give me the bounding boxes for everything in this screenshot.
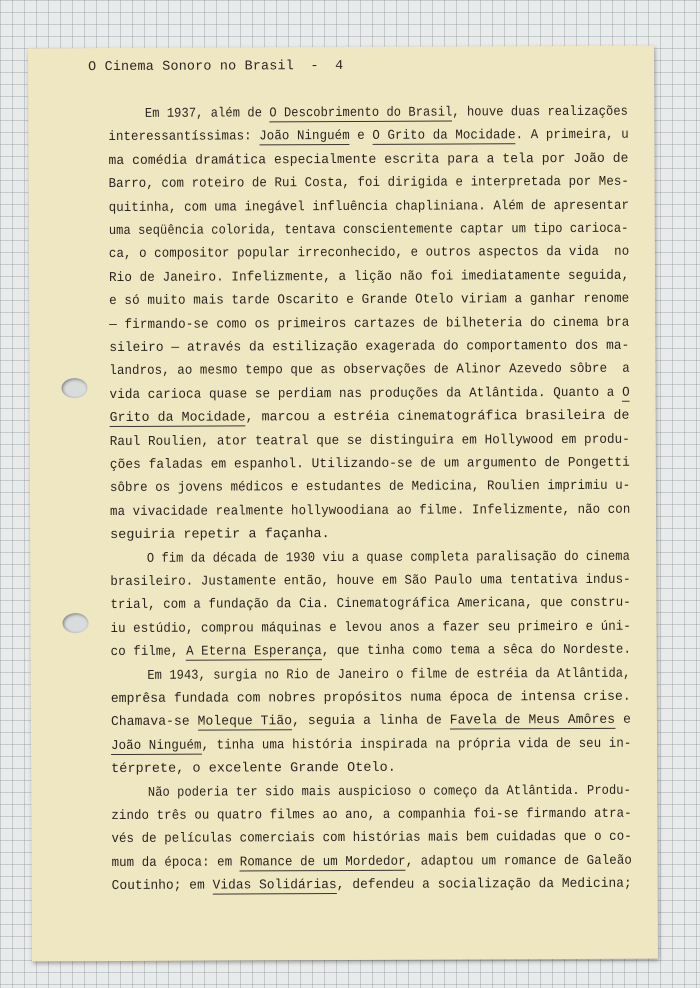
text-line <box>111 734 631 758</box>
text-segment: interessantíssimas: <box>108 129 260 146</box>
text-line <box>110 500 630 524</box>
text-segment: , tinha uma história inspirada na própria vida de seu in- <box>201 736 632 754</box>
text-line <box>111 758 396 781</box>
text-line <box>111 640 631 664</box>
text-line <box>108 102 628 126</box>
text-segment: Raul Roulien, ator teatral que se distinguira em Hollywood em produ- <box>109 432 630 450</box>
underlined-title: O Grito da Mocidade <box>372 128 516 145</box>
text-segment: , houve duas realizações <box>452 104 629 121</box>
text-segment: Chamava-se <box>110 715 198 731</box>
text-segment: O fim da década de 1930 viu a quase completa paralisação do cinema <box>110 549 630 567</box>
text-line <box>109 219 629 243</box>
text-segment: Em 1937, além de <box>108 106 270 123</box>
punch-hole <box>61 378 87 398</box>
text-line <box>111 827 631 851</box>
page-header: O Cinema Sonoro no Brasil - 4 <box>88 58 344 76</box>
text-line <box>110 453 630 477</box>
text-segment: iu estúdio, comprou máquinas e levou anos a fazer seu primeiro e úni- <box>110 619 631 637</box>
text-line <box>109 289 629 313</box>
text-segment: uma seqüência colorida, tentava conscientemente captar um tipo carioca- <box>108 221 629 240</box>
text-line <box>110 406 630 430</box>
text-line <box>109 336 629 360</box>
underlined-title: Vidas Solidárias <box>212 878 337 894</box>
text-segment: Em 1943, surgia no Rio de Janeiro o filme de estréia da Atlântida, <box>110 666 631 684</box>
text-segment: ma vivacidade realmente hollywoodiana ao filme. Infelizmente, não con <box>110 502 631 520</box>
text-segment: ca, o compositor popular irreconhecido, e outros aspectos da vida no <box>108 245 630 263</box>
text-line <box>110 476 630 500</box>
text-line <box>111 687 631 711</box>
text-line <box>109 242 629 266</box>
text-line <box>111 710 631 734</box>
text-line <box>112 874 632 898</box>
text-line <box>111 780 631 804</box>
text-segment: e <box>349 129 373 145</box>
underlined-title: Romance de um Mordedor <box>239 854 406 871</box>
text-segment: zindo três ou quatro filmes ao ano, a companhia foi-se firmando atra- <box>111 806 632 825</box>
text-segment: sôbre os jovens médicos e estudantes de Medicina, Roulien imprimiu u- <box>109 479 631 497</box>
text-line <box>112 851 632 875</box>
underlined-title: Favela de Meus Amôres <box>449 713 616 729</box>
text-segment: seguiria repetir a façanha. <box>110 527 330 544</box>
text-line <box>111 804 631 828</box>
underlined-title: João Ninguém <box>111 738 202 754</box>
text-segment: — firmando-se como os primeiros cartazes de bilheteria do cinema bra <box>109 315 630 333</box>
text-segment: ções faladas em espanhol. Utilizando-se de um argumento de Pongetti <box>109 455 630 474</box>
text-line <box>109 383 629 407</box>
text-segment: Coutinho; em <box>111 878 213 895</box>
text-segment: ma comédia dramática especialmente escrita para a tela por João de <box>108 151 629 169</box>
text-segment: landros, ao mesmo tempo que as observações de Alinor Azevedo sôbre a <box>109 362 630 380</box>
text-segment: e <box>615 713 631 729</box>
text-segment: e só muito mais tarde Oscarito e Grande Otelo viriam a ganhar renome <box>109 291 630 310</box>
text-segment: , defendeu a socialização da Medicina; <box>336 876 632 894</box>
text-line <box>110 546 630 570</box>
text-segment: quitinha, com uma inegável influência chapliniana. Além de apresentar <box>108 198 630 216</box>
text-segment: vida carioca quase se perdiam nas produções da Atlântida. Quanto a <box>109 385 623 403</box>
text-line <box>110 570 630 594</box>
text-segment: térprete, o excelente Grande Otelo. <box>111 760 396 778</box>
text-segment: vés de películas comerciais com histórias mais bem cuidadas que o co- <box>111 830 632 848</box>
text-segment: , adaptou um romance de Galeão <box>405 853 632 870</box>
text-segment: . A primeira, u <box>515 128 629 144</box>
underlined-title: A Eterna Esperança <box>186 644 322 660</box>
text-segment: Não poderia ter sido mais auspicioso o começo da Atlântida. Produ- <box>111 783 631 801</box>
text-line <box>108 149 628 173</box>
text-segment: co filme, <box>110 644 187 661</box>
underlined-title: O <box>622 385 630 401</box>
text-line <box>109 312 629 336</box>
text-line <box>110 429 630 453</box>
underlined-title: Moleque Tião <box>197 714 293 731</box>
text-segment: brasileiro. Justamente então, houve em São Paulo uma tentativa indus- <box>110 572 631 591</box>
text-line <box>110 593 630 617</box>
text-segment: sileiro — através da estilização exagerada do comportamento dos ma- <box>109 338 630 357</box>
text-segment: mum da época: em <box>111 855 240 871</box>
text-line <box>109 172 629 196</box>
punch-hole <box>62 613 88 633</box>
text-line <box>111 663 631 687</box>
text-segment: trial, com a fundação da Cia. Cinematográfica Americana, que constru- <box>110 596 631 614</box>
text-segment: , seguia a linha de <box>292 713 450 730</box>
text-segment: , marcou a estréia cinematográfica brasileira de <box>245 408 630 426</box>
underlined-title: O Descobrimento do Brasil <box>269 105 453 122</box>
text-line <box>111 617 631 641</box>
text-line <box>108 125 628 149</box>
text-segment: , que tinha como tema a sêca do Nordeste. <box>321 642 632 660</box>
text-segment: Rio de Janeiro. Infelizmente, a lição não foi imediatamente seguida, <box>108 268 630 286</box>
underlined-title: João Ninguém <box>259 129 350 145</box>
text-line <box>109 266 629 290</box>
text-line <box>109 195 629 219</box>
text-line <box>109 359 629 383</box>
text-segment: emprêsa fundada com nobres propósitos numa época de intensa crise. <box>110 689 631 708</box>
text-line <box>110 524 330 547</box>
typewritten-page <box>28 46 658 962</box>
text-segment: Barro, com roteiro de Rui Costa, foi dirigida e interpretada por Mes- <box>108 174 629 193</box>
underlined-title: Grito da Mocidade <box>109 410 246 427</box>
